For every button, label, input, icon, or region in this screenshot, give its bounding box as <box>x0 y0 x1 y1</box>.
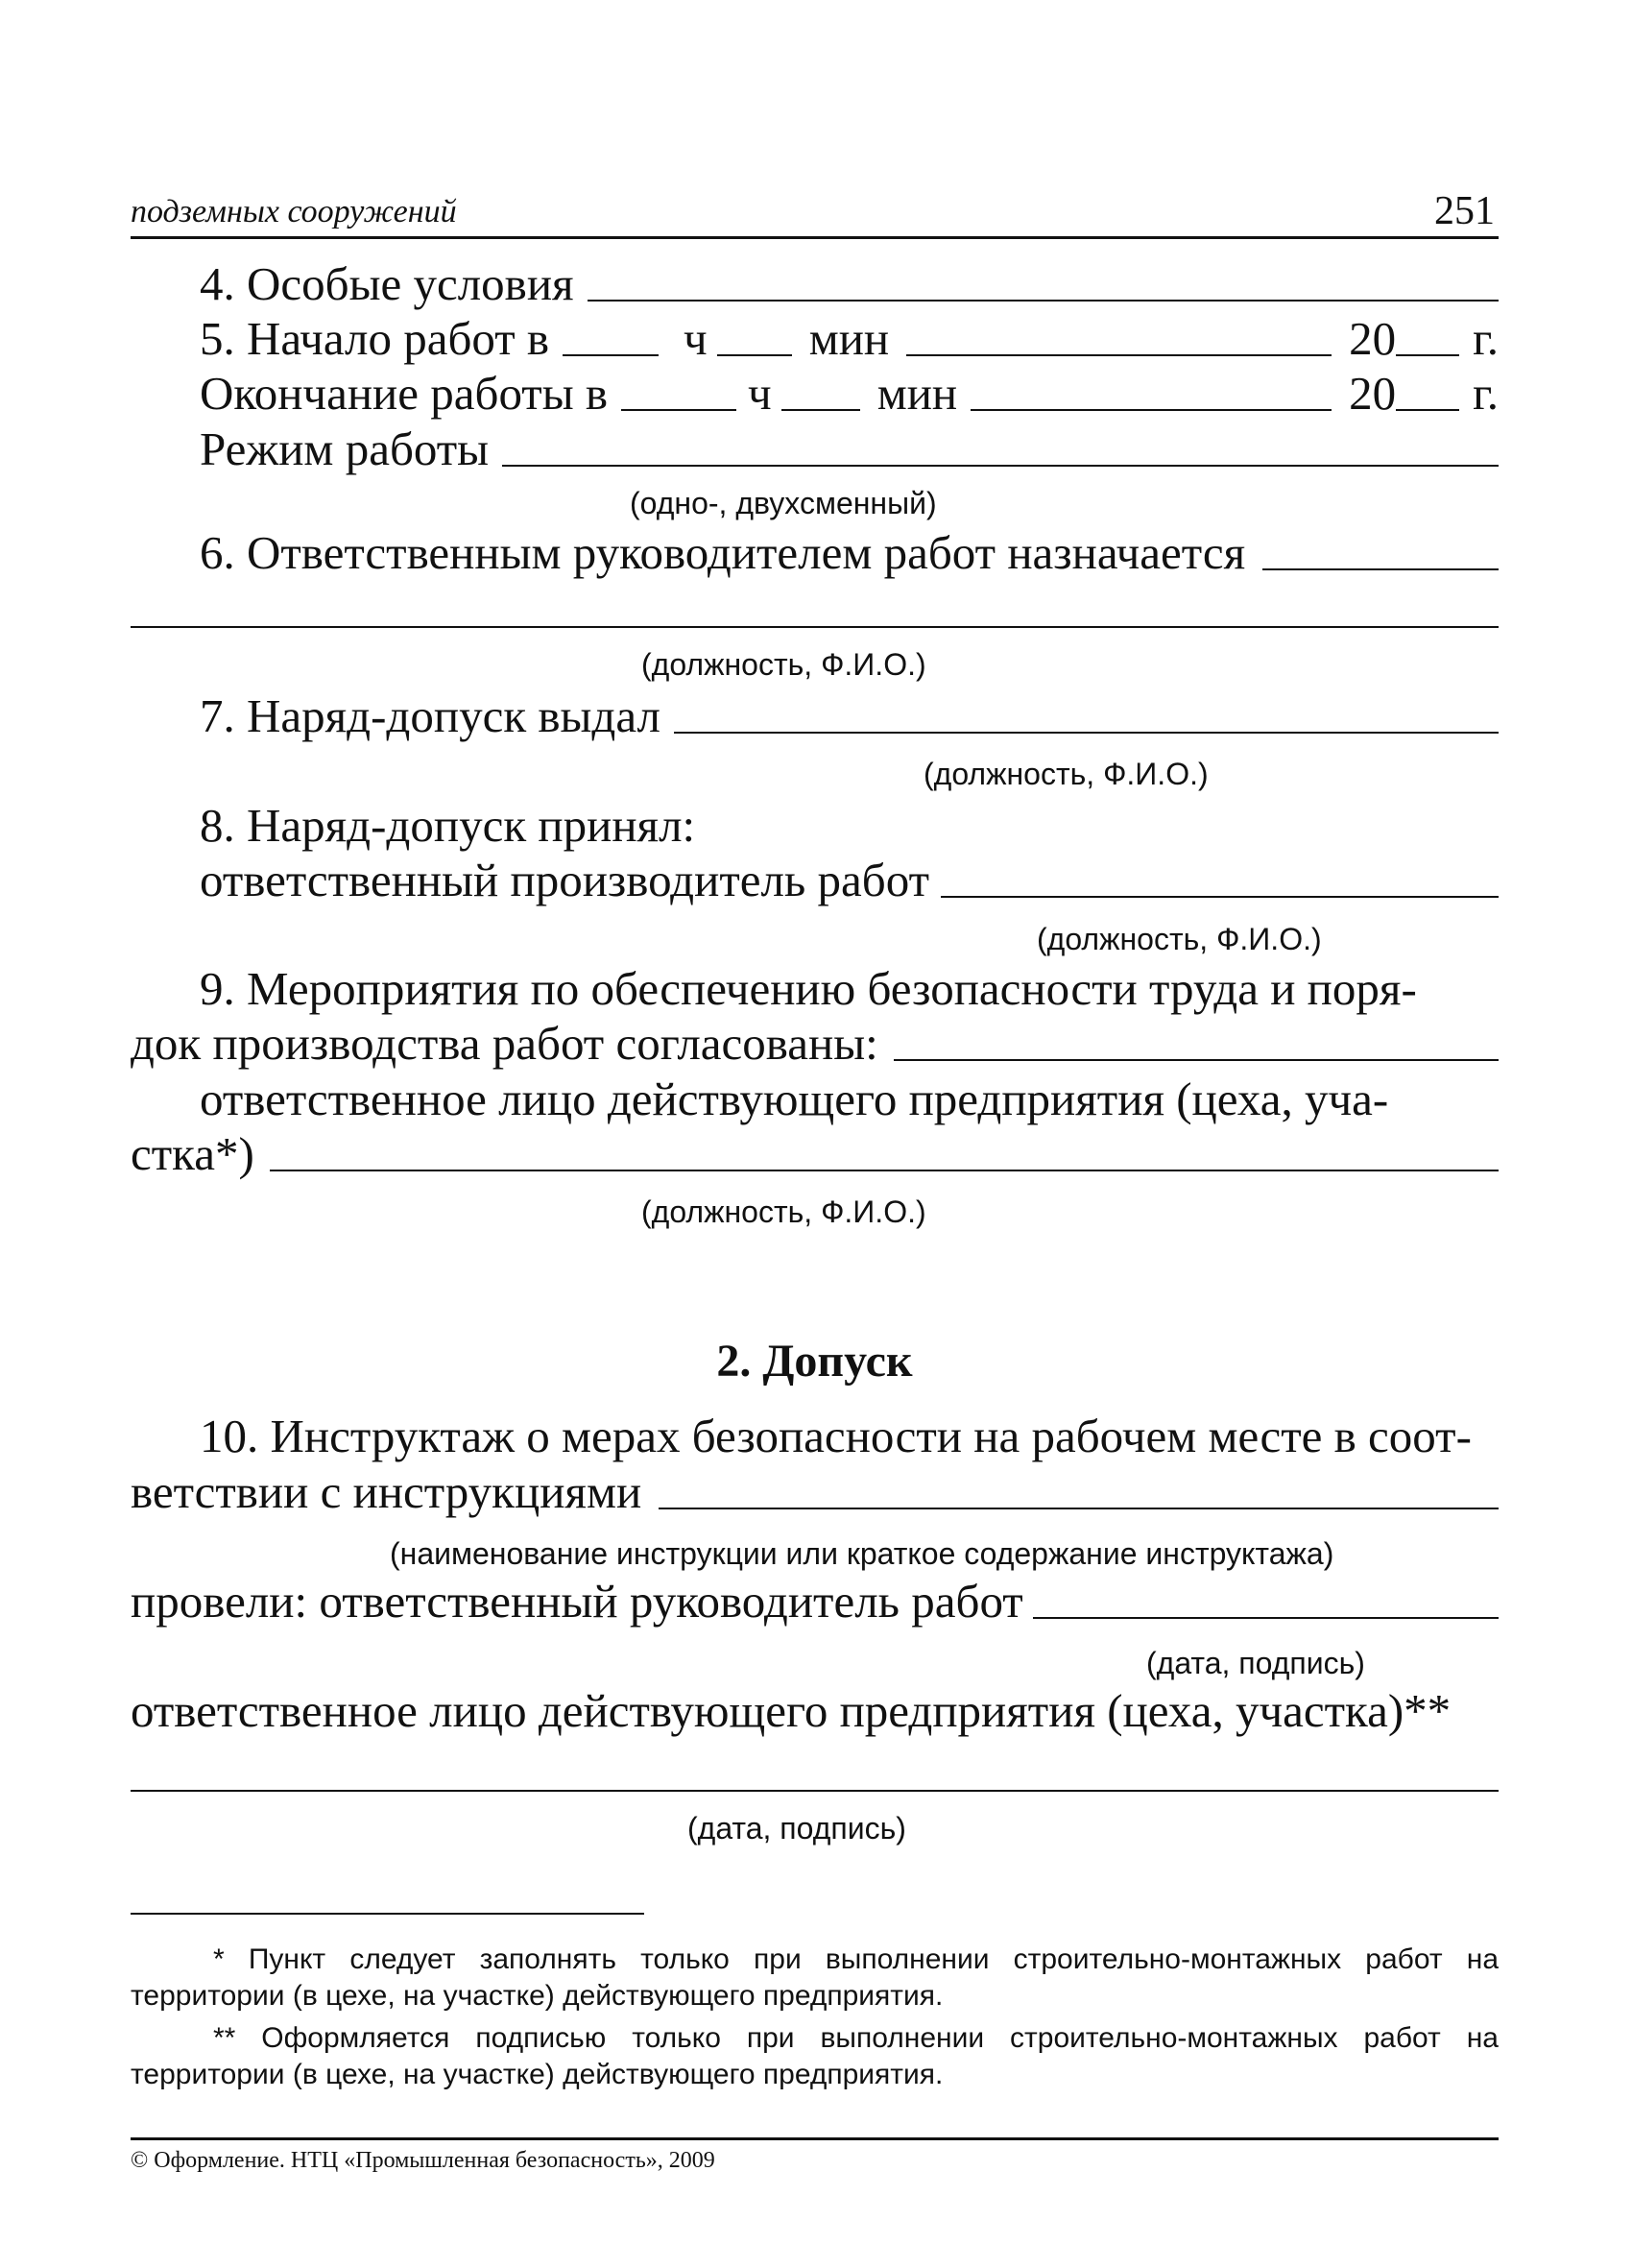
briefing-row-1 <box>131 1410 1499 1463</box>
start-year-prefix: 20 <box>1349 312 1397 365</box>
responsible-producer-label: ответственный производитель работ <box>200 854 929 906</box>
measures-text-2: док производства работ согласованы: <box>131 1017 878 1070</box>
end-minutes-unit: мин <box>876 367 958 420</box>
work-mode-field[interactable] <box>502 465 1499 467</box>
end-year-suffix: г. <box>1473 367 1499 420</box>
start-year-field[interactable] <box>1396 354 1459 356</box>
measures-agreed-field[interactable] <box>894 1059 1499 1061</box>
end-hours-unit: ч <box>748 367 772 420</box>
briefing-text-1: 10. Инструктаж о мерах безопасности на рабочем месте в соот- <box>200 1410 1472 1462</box>
start-year-suffix: г. <box>1473 312 1499 365</box>
end-year-field[interactable] <box>1396 409 1459 411</box>
special-conditions-field[interactable] <box>588 300 1499 302</box>
resp-person-caption: (должность, Ф.И.О.) <box>641 1194 926 1229</box>
conducted-label: провели: ответственный руководитель работ <box>131 1575 1023 1628</box>
end-minutes-field[interactable] <box>781 409 860 411</box>
resp-person-text-2: стка*) <box>131 1127 254 1180</box>
special-conditions-label: 4. Особые условия <box>200 257 574 310</box>
instructions-caption: (наименование инструкции или краткое содержание инструктажа) <box>390 1536 1334 1571</box>
special-conditions-row <box>131 257 1499 311</box>
resp-person-full-row <box>131 1684 1499 1738</box>
resp-person-full-text: ответственное лицо действующего предприятия (цеха, участка)** <box>131 1684 1452 1737</box>
section-title: 2. Допуск <box>716 1336 913 1387</box>
measures-text-1: 9. Мероприятия по обеспечению безопасности труда и поря- <box>200 962 1417 1015</box>
measures-row-1 <box>131 962 1499 1016</box>
copyright-footer: © Оформление. НТЦ «Промышленная безопасность», 2009 <box>131 2148 715 2173</box>
footnote-divider <box>131 1913 644 1915</box>
start-minutes-unit: мин <box>808 312 890 365</box>
end-year-prefix: 20 <box>1349 367 1397 420</box>
responsible-manager-label: 6. Ответственным руководителем работ назначается <box>200 526 1246 579</box>
briefing-text-2: ветствии с инструкциями <box>131 1465 642 1518</box>
conducted-caption: (дата, подпись) <box>1146 1646 1365 1680</box>
briefing-row-2 <box>131 1465 1499 1519</box>
end-hours-field[interactable] <box>621 409 736 411</box>
resp-person-signature-caption: (дата, подпись) <box>687 1811 906 1846</box>
permit-accepted-row <box>131 799 1499 853</box>
page-number: 251 <box>1434 189 1495 233</box>
resp-person-row-1 <box>131 1073 1499 1126</box>
running-title: подземных сооружений <box>131 194 457 229</box>
resp-person-field[interactable] <box>270 1170 1499 1171</box>
document-page <box>131 0 1499 2268</box>
footer-divider <box>131 2137 1499 2140</box>
responsible-producer-field[interactable] <box>941 896 1499 898</box>
measures-row-2 <box>131 1017 1499 1071</box>
start-minutes-field[interactable] <box>717 354 792 356</box>
work-mode-label: Режим работы <box>200 422 490 475</box>
permit-issued-label: 7. Наряд-допуск выдал <box>200 689 660 742</box>
end-time-row <box>131 367 1499 421</box>
responsible-manager-field[interactable] <box>1262 568 1499 570</box>
responsible-manager-row <box>131 526 1499 580</box>
resp-person-signature-field[interactable] <box>131 1790 1499 1792</box>
instructions-field[interactable] <box>659 1508 1499 1509</box>
permit-accepted-label: 8. Наряд-допуск принял: <box>200 799 696 852</box>
page-header <box>131 188 1499 239</box>
start-hours-field[interactable] <box>563 354 659 356</box>
resp-person-text-1: ответственное лицо действующего предприятия (цеха, уча- <box>200 1073 1389 1125</box>
work-mode-row <box>131 422 1499 476</box>
permit-issued-field[interactable] <box>674 732 1499 734</box>
permit-issued-row <box>131 689 1499 743</box>
responsible-producer-row <box>131 854 1499 907</box>
start-hours-unit: ч <box>684 312 708 365</box>
responsible-manager-field-continued[interactable] <box>131 626 1499 628</box>
start-time-row <box>131 312 1499 366</box>
responsible-producer-caption: (должность, Ф.И.О.) <box>1037 922 1322 956</box>
conducted-signature-field[interactable] <box>1033 1617 1499 1619</box>
footnote-1: * Пункт следует заполнять только при выполнении строительно-монтажных работ на территории (в цехе, на участке) действующего предприятия. <box>131 1943 1499 2012</box>
end-label: Окончание работы в <box>200 367 609 420</box>
conducted-row <box>131 1575 1499 1629</box>
permit-issued-caption: (должность, Ф.И.О.) <box>924 757 1209 791</box>
start-date-field[interactable] <box>906 354 1332 356</box>
start-label: 5. Начало работ в <box>200 312 550 365</box>
end-date-field[interactable] <box>971 409 1332 411</box>
resp-person-row-2 <box>131 1127 1499 1181</box>
work-mode-caption: (одно-, двухсменный) <box>630 486 937 520</box>
responsible-manager-caption: (должность, Ф.И.О.) <box>641 647 926 682</box>
footnote-2: ** Оформляется подписью только при выполнении строительно-монтажных работ на территории (в цехе, на участке) действующего предприятия. <box>131 2022 1499 2090</box>
